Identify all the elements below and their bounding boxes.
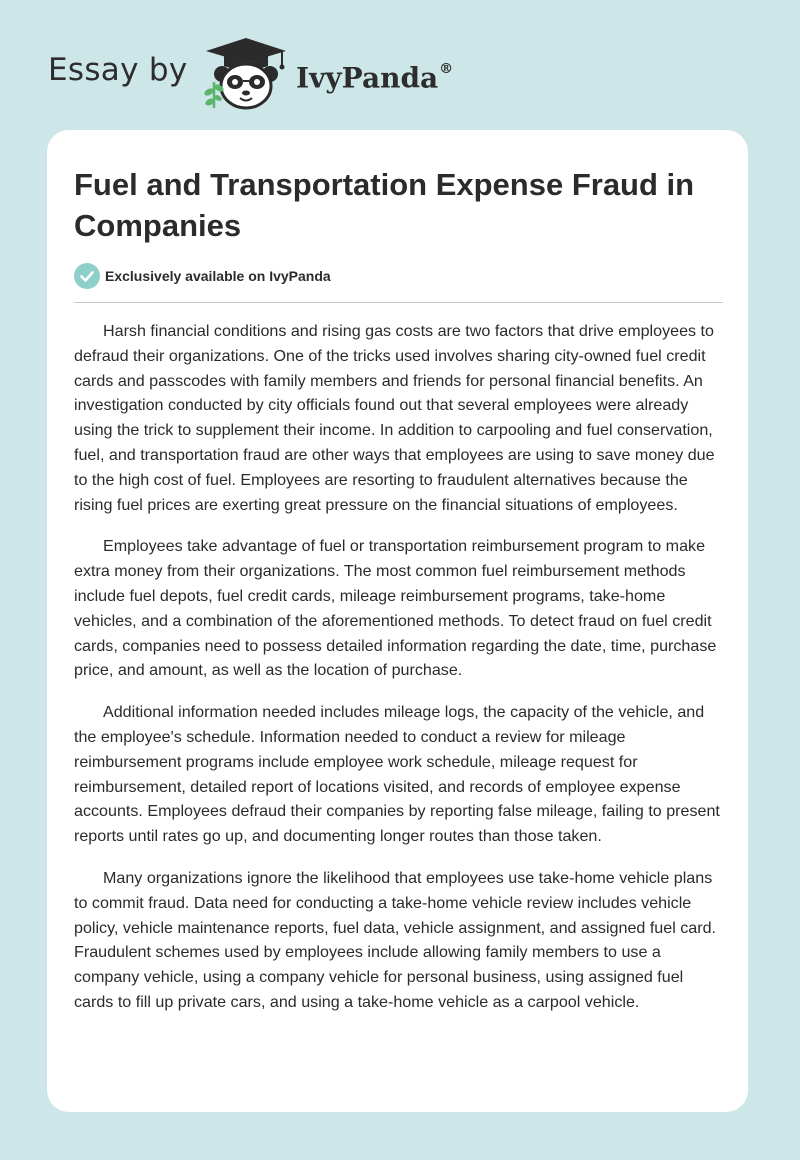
essay-card (47, 130, 748, 1112)
exclusive-badge (74, 263, 331, 289)
divider (74, 302, 723, 303)
trademark-symbol: ® (439, 61, 454, 77)
paragraph: Additional information needed includes mileage logs, the capacity of the vehicle, and the employee's schedule. Information needed to conduct a review for mileage reimbursement programs include employee work schedule, mileage request for reimbursement, detailed report of locations visited, and records of employee expense accounts. Employees defraud their companies by reporting false mileage, failing to present reports until rates go up, and documenting longer routes than those taken. (74, 703, 720, 846)
exclusive-label: Exclusively available on IvyPanda (105, 268, 331, 284)
paragraph: Employees take advantage of fuel or transportation reimbursement program to make extra money from their organizations. The most common fuel reimbursement methods include fuel depots, fuel credit cards, mileage reimbursement programs, take-home vehicles, and a combination of the aforementioned methods. To detect fraud on fuel credit cards, companies need to possess detailed information regarding the date, time, purchase price, and amount, as well as the location of purchase. (74, 537, 717, 680)
site-header (0, 0, 800, 130)
essay-by-label: Essay by (48, 52, 188, 88)
essay-title: Fuel and Transportation Expense Fraud in Companies (74, 167, 695, 243)
brand-logo-text[interactable] (296, 53, 453, 98)
check-circle-icon (74, 263, 100, 289)
essay-body (74, 319, 722, 1032)
paragraph: Many organizations ignore the likelihood that employees use take-home vehicle plans to commit fraud. Data need for conducting a take-home vehicle review includes vehicle policy, vehicle maintenance reports, fuel data, vehicle assignment, and assigned fuel card. Fraudulent schemes used by employees include allowing family members to use a company vehicle, using a company vehicle for personal business, using assigned fuel cards to fill up private cars, and using a take-home vehicle as a carpool vehicle. (74, 868, 717, 1011)
panda-graduate-icon[interactable] (200, 36, 292, 112)
brand-name: IvyPanda (296, 61, 439, 95)
paragraph: Harsh financial conditions and rising gas costs are two factors that drive employees to defraud their organizations. One of the tricks used involves sharing city-owned fuel credit cards and passcodes with family members and friends for personal financial benefits. An investigation conducted by city officials found out that several employees were already using the trick to supplement their income. In addition to carpooling and fuel conservation, fuel, and transportation fraud are other ways that employees are using to save money due to the high cost of fuel. Employees are resorting to fraudulent alternatives because the rising fuel prices are exerting great pressure on the financial situations of employees. (74, 322, 715, 514)
